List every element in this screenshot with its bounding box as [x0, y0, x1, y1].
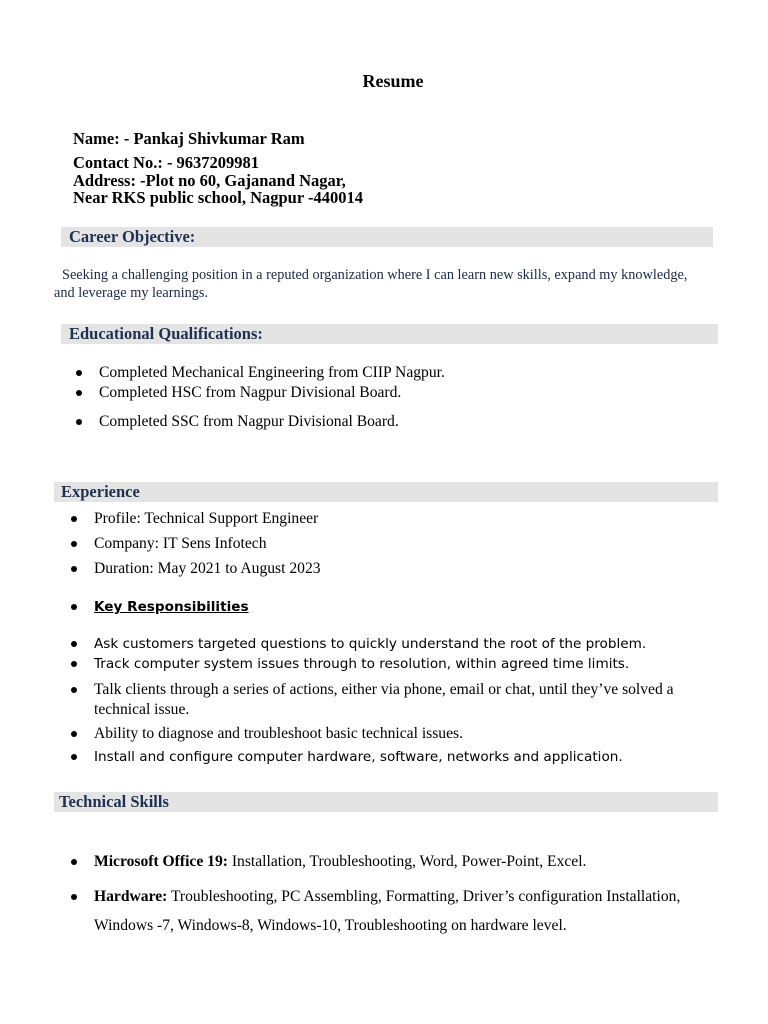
career-objective-heading: Career Objective:	[69, 227, 196, 246]
responsibility-item: Ask customers targeted questions to quickly understand the root of the problem.	[94, 636, 647, 652]
skill-label-office: Microsoft Office 19:	[94, 853, 228, 870]
career-objective-line-2: and leverage my learnings.	[54, 285, 209, 301]
responsibility-item: Ability to diagnose and troubleshoot basic technical issues.	[94, 725, 463, 742]
skill-label-hardware: Hardware:	[94, 888, 168, 905]
education-heading: Educational Qualifications:	[69, 324, 263, 343]
responsibility-item: Talk clients through a series of actions, either via phone, email or chat, until they’ve solved a	[94, 681, 674, 698]
responsibility-item-continued: technical issue.	[94, 701, 190, 718]
education-item: Completed SSC from Nagpur Divisional Board.	[99, 413, 399, 430]
responsibility-item: Install and configure computer hardware, software, networks and application.	[94, 749, 623, 765]
bullet-icon	[71, 859, 77, 865]
bullet-icon	[71, 641, 77, 647]
bullet-icon	[76, 370, 82, 376]
experience-item: Company: IT Sens Infotech	[94, 535, 267, 552]
skill-text-office: Installation, Troubleshooting, Word, Power-Point, Excel.	[227, 853, 587, 870]
education-item: Completed HSC from Nagpur Divisional Board.	[99, 384, 402, 401]
key-responsibilities-text: Key Responsibilities	[94, 599, 249, 615]
address-line-2: Near RKS public school, Nagpur -440014	[73, 188, 364, 207]
bullet-icon	[71, 731, 77, 737]
bullet-icon	[76, 390, 82, 396]
bullet-icon	[71, 661, 77, 667]
skill-item-hardware	[94, 887, 680, 907]
experience-item: Duration: May 2021 to August 2023	[94, 560, 321, 577]
skill-item-office	[94, 852, 586, 872]
bullet-icon	[71, 541, 77, 547]
name-line: Name: - Pankaj Shivkumar Ram	[73, 129, 305, 148]
bullet-icon	[71, 566, 77, 572]
experience-band	[54, 482, 718, 502]
skill-text-hardware: Troubleshooting, PC Assembling, Formatting, Driver’s configuration Installation,	[167, 888, 681, 905]
responsibility-item: Track computer system issues through to resolution, within agreed time limits.	[94, 656, 630, 672]
career-objective-line-1: Seeking a challenging position in a reputed organization where I can learn new skills, expand my knowledge,	[62, 267, 688, 283]
education-item: Completed Mechanical Engineering from CIIP Nagpur.	[99, 364, 445, 381]
skill-item-hardware-continued: Windows -7, Windows-8, Windows-10, Troubleshooting on hardware level.	[94, 917, 567, 934]
phone-line: Contact No.: - 9637209981	[73, 153, 260, 172]
experience-item: Profile: Technical Support Engineer	[94, 510, 319, 527]
bullet-icon	[71, 604, 77, 610]
bullet-icon	[76, 419, 82, 425]
document-title: Resume	[362, 71, 424, 91]
address-line-1: Address: -Plot no 60, Gajanand Nagar,	[73, 171, 346, 190]
experience-heading: Experience	[61, 482, 140, 501]
bullet-icon	[71, 516, 77, 522]
bullet-icon	[71, 754, 77, 760]
bullet-icon	[71, 894, 77, 900]
key-responsibilities-heading	[94, 597, 249, 617]
career-objective-text	[54, 266, 734, 302]
technical-skills-heading: Technical Skills	[59, 792, 169, 811]
bullet-icon	[71, 687, 77, 693]
